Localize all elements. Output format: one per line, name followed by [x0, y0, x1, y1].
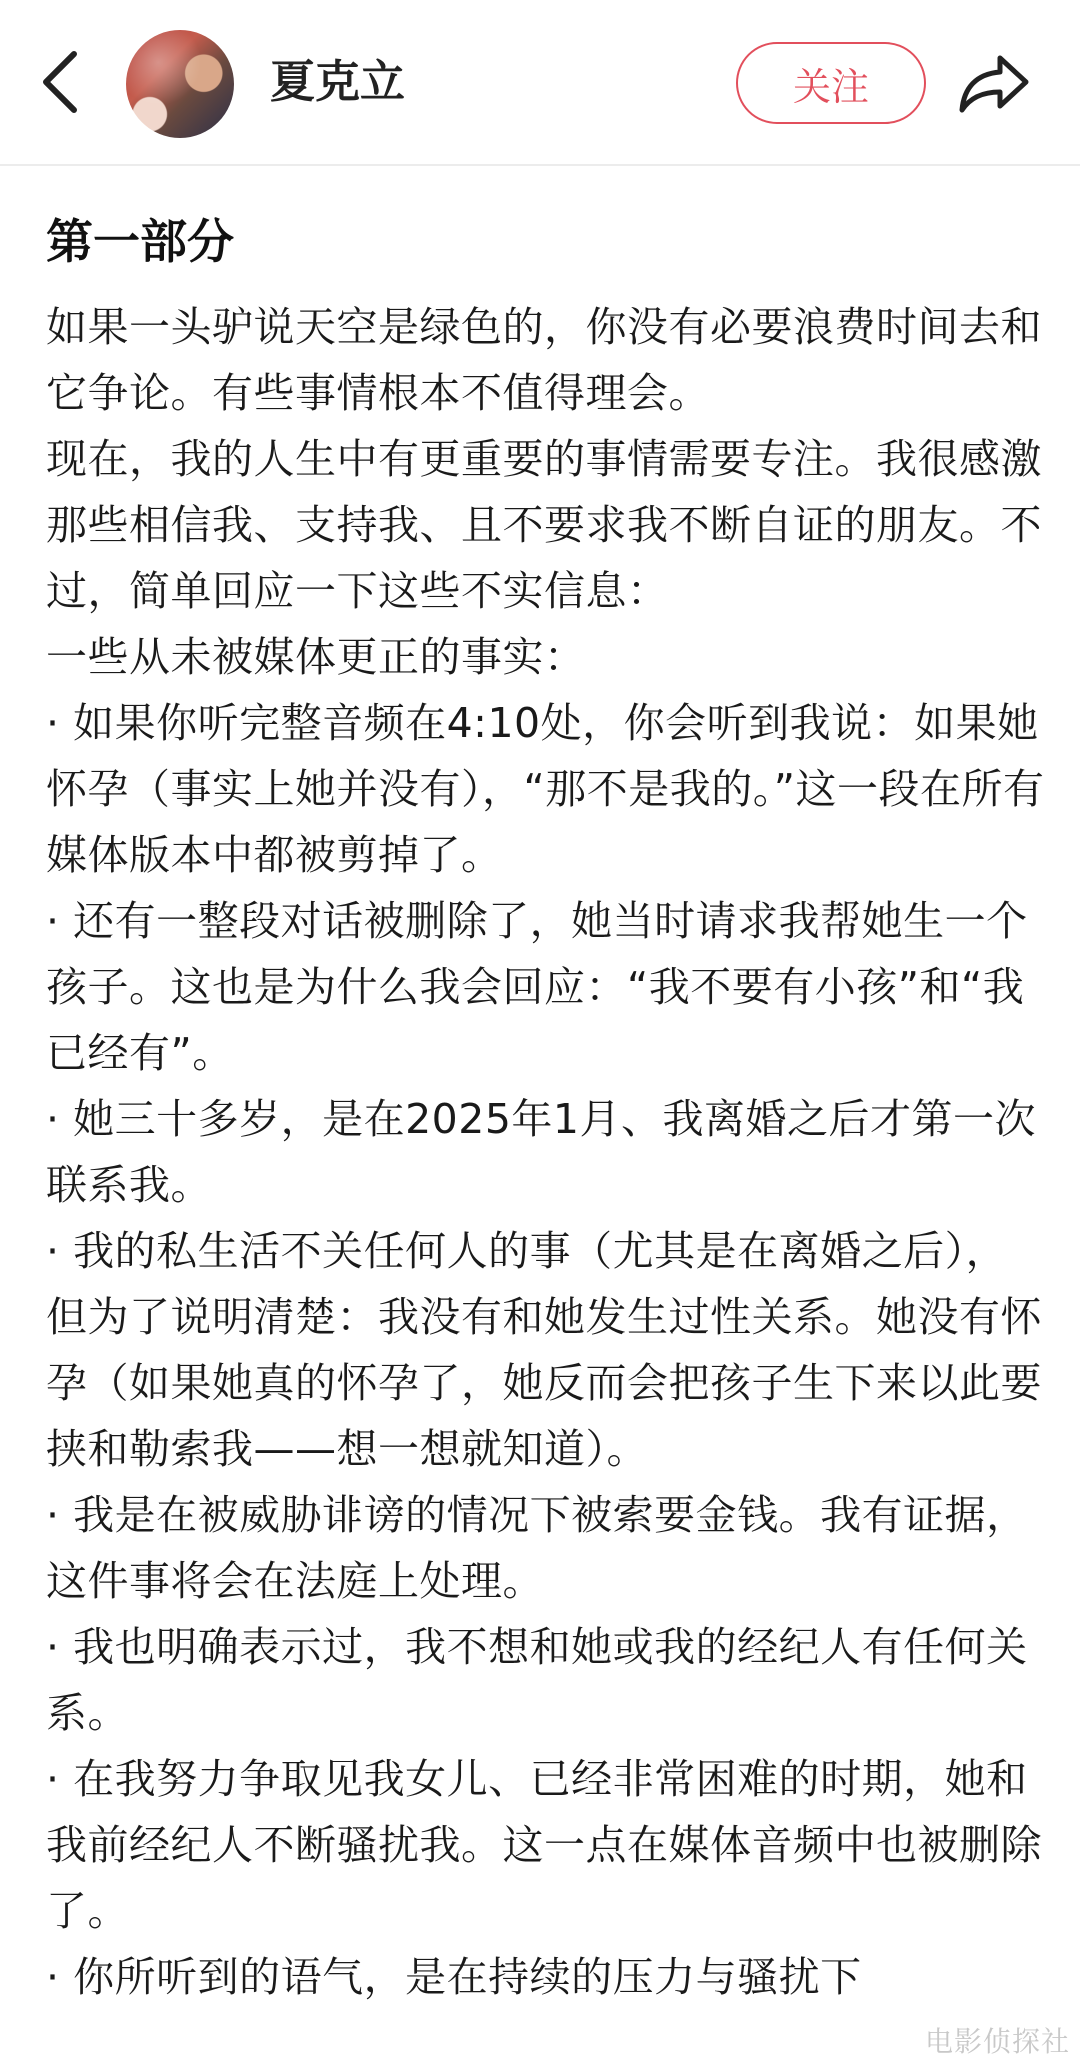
follow-button[interactable]: 关注 [736, 42, 926, 124]
paragraph: 如果一头驴说天空是绿色的，你没有必要浪费时间去和它争论。有些事情根本不值得理会。 [46, 303, 1042, 417]
article-body [46, 166, 1046, 2010]
watermark-text: 电影侦探社 [924, 2025, 1070, 2058]
share-arrow-icon[interactable] [956, 52, 1032, 116]
article-paragraphs [46, 294, 1046, 2010]
bullet-item: · 在我努力争取见我女儿、已经非常困难的时期，她和我前经纪人不断骚扰我。这一点在媒体音频中也被删除了。 [46, 1755, 1042, 1935]
bullet-item: · 如果你听完整音频在4:10处，你会听到我说：如果她怀孕（事实上她并没有），“那不是我的。”这一段在所有媒体版本中都被剪掉了。 [46, 699, 1045, 879]
bullet-item: · 她三十多岁，是在2025年1月、我离婚之后才第一次联系我。 [46, 1095, 1036, 1209]
paragraph: 现在，我的人生中有更重要的事情需要专注。我很感激那些相信我、支持我、且不要求我不断自证的朋友。不过，简单回应一下这些不实信息： [46, 435, 1042, 615]
bullet-item: · 还有一整段对话被删除了，她当时请求我帮她生一个孩子。这也是为什么我会回应：“我不要有小孩”和“我已经有”。 [46, 897, 1028, 1077]
bullet-item: · 我是在被威胁诽谤的情况下被索要金钱。我有证据，这件事将会在法庭上处理。 [46, 1491, 1028, 1605]
section-title: 第一部分 [46, 215, 234, 270]
chevron-left-icon[interactable] [34, 46, 90, 118]
bullet-item: · 你所听到的语气，是在持续的压力与骚扰下 [46, 1953, 862, 2001]
author-name[interactable]: 夏克立 [270, 55, 406, 108]
bullet-item: · 我也明确表示过，我不想和她或我的经纪人有任何关系。 [46, 1623, 1028, 1737]
bullet-item: · 我的私生活不关任何人的事（尤其是在离婚之后），但为了说明清楚：我没有和她发生过性关系。她没有怀孕（如果她真的怀孕了，她反而会把孩子生下来以此要挟和勒索我——想一想就知道）。 [46, 1227, 1042, 1473]
top-nav-bar [0, 0, 1080, 166]
paragraph: 一些从未被媒体更正的事实： [46, 633, 586, 681]
author-avatar[interactable] [126, 30, 234, 138]
